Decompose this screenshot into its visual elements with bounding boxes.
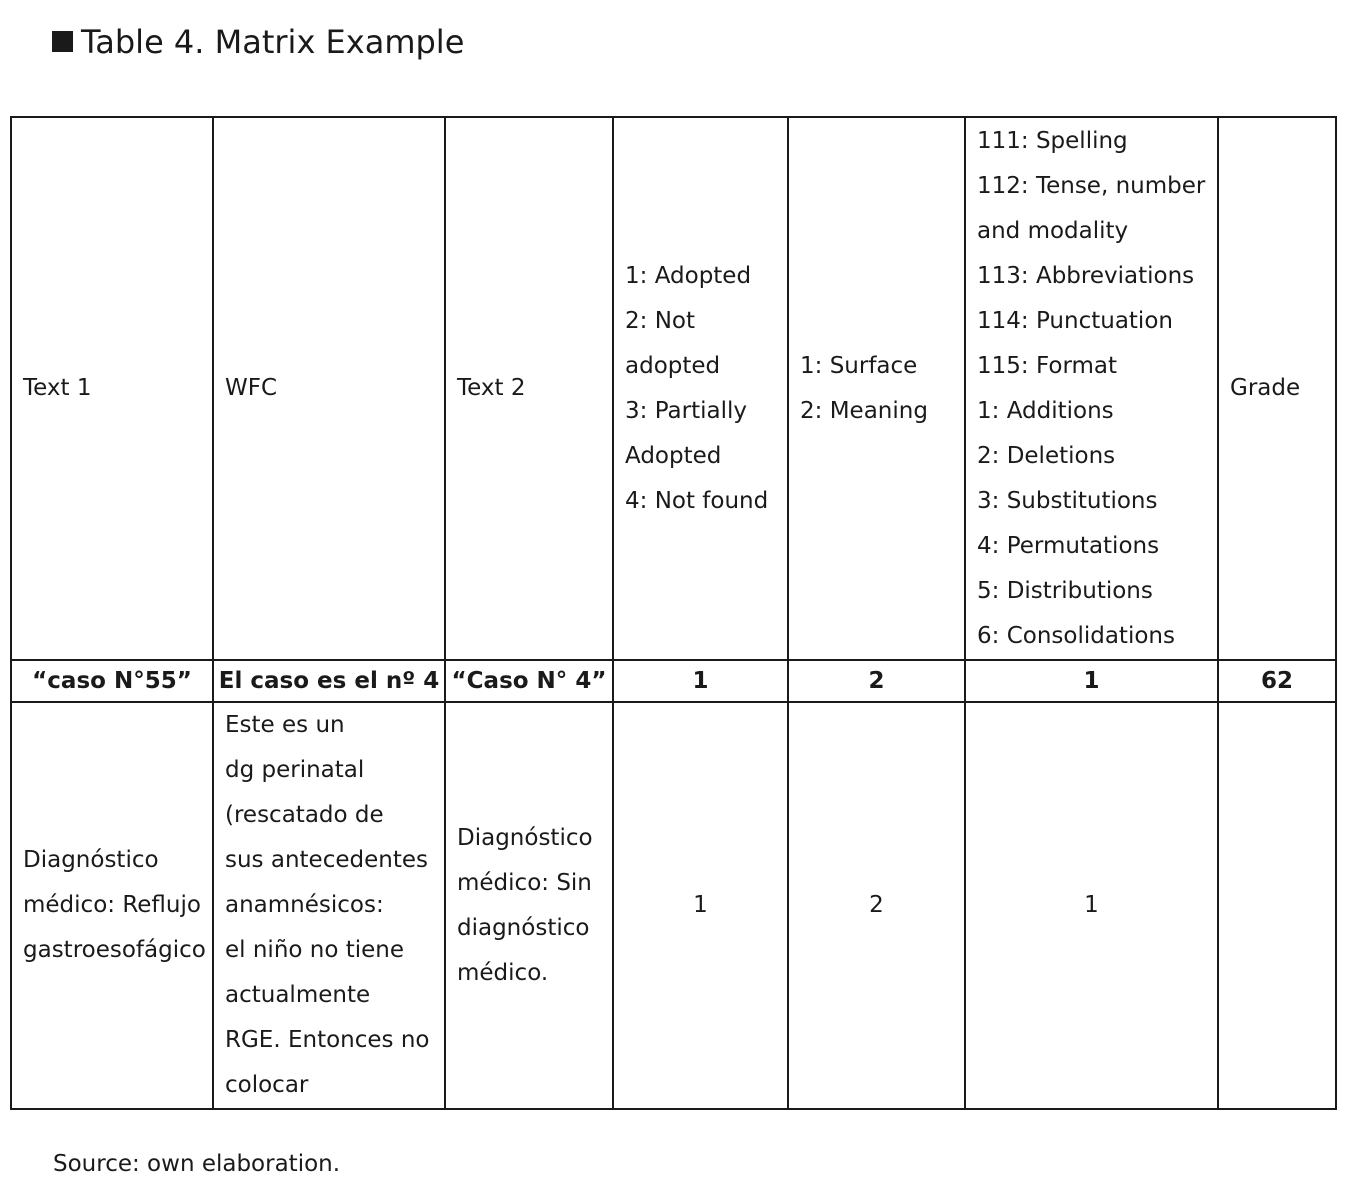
header-wfc-cell: [213, 117, 445, 660]
row-grade: [1218, 702, 1336, 1109]
row-text2-line: médico.: [457, 959, 549, 986]
adoption-line: 2: Not: [625, 307, 695, 334]
example-text1: “caso N°55”: [11, 660, 213, 702]
level-line: 1: Surface: [800, 352, 918, 379]
header-text1: Text 1: [23, 375, 92, 401]
header-text2-cell: [445, 117, 613, 660]
row-wfc-line: anamnésicos:: [225, 892, 384, 918]
data-row: [11, 702, 1336, 1109]
row-adoption: 1: [613, 702, 788, 1109]
row-wfc-line: colocar: [225, 1072, 309, 1098]
code-line: 114: Punctuation: [977, 307, 1173, 334]
row-text2-line: médico: Sin: [457, 869, 592, 896]
adoption-line: 3: Partially: [625, 397, 747, 424]
code-line: 2: Deletions: [977, 442, 1116, 469]
adoption-line: Adopted: [625, 442, 722, 469]
adoption-line: 1: Adopted: [625, 262, 752, 289]
row-code: 1: [965, 702, 1218, 1109]
header-level-cell: [788, 117, 965, 660]
header-text2: Text 2: [457, 375, 526, 401]
example-text2: “Caso N° 4”: [445, 660, 613, 702]
example-level: 2: [788, 660, 965, 702]
row-wfc-line: el niño no tiene: [225, 937, 405, 963]
code-line: and modality: [977, 217, 1129, 244]
level-line: 2: Meaning: [800, 397, 928, 424]
adoption-line: adopted: [625, 352, 721, 379]
row-level: 2: [788, 702, 965, 1109]
example-adoption: 1: [613, 660, 788, 702]
example-grade: 62: [1218, 660, 1336, 702]
row-text2-line: Diagnóstico: [457, 824, 593, 851]
code-line: 115: Format: [977, 352, 1118, 379]
header-row: [11, 117, 1336, 660]
header-grade-cell: [1218, 117, 1336, 660]
row-wfc-line: Este es un: [225, 712, 345, 738]
code-line: 3: Substitutions: [977, 487, 1158, 514]
square-bullet-icon: [52, 31, 73, 52]
row-wfc-line: dg perinatal: [225, 757, 365, 783]
row-wfc-line: RGE. Entonces no: [225, 1027, 430, 1053]
header-wfc: WFC: [225, 375, 278, 401]
header-adoption-cell: [613, 117, 788, 660]
code-line: 6: Consolidations: [977, 622, 1175, 649]
code-line: 5: Distributions: [977, 577, 1153, 604]
table-title-text: Table 4. Matrix Example: [81, 23, 465, 61]
example-wfc: El caso es el nº 4: [213, 660, 445, 702]
row-text1-line: médico: Reflujo: [23, 892, 201, 918]
row-text2-line: diagnóstico: [457, 914, 590, 941]
code-line: 1: Additions: [977, 397, 1114, 424]
row-wfc-cell: [213, 702, 445, 1109]
header-text1-cell: [11, 117, 213, 660]
example-code: 1: [965, 660, 1218, 702]
row-text2-cell: [445, 702, 613, 1109]
source-note: Source: own elaboration.: [53, 1151, 341, 1177]
header-codes-cell: [965, 117, 1218, 660]
row-text1-line: Diagnóstico: [23, 847, 159, 873]
row-wfc-line: actualmente: [225, 982, 371, 1008]
row-text1-line: gastroesofágico: [23, 937, 206, 963]
matrix-table: [10, 116, 1337, 1110]
code-line: 111: Spelling: [977, 127, 1128, 154]
header-grade: Grade: [1230, 375, 1301, 401]
row-wfc-line: (rescatado de: [225, 802, 384, 828]
row-wfc-line: sus antecedentes: [225, 847, 428, 873]
table-title: [52, 22, 464, 62]
code-line: 113: Abbreviations: [977, 262, 1195, 289]
row-text1-cell: [11, 702, 213, 1109]
code-line: 112: Tense, number: [977, 172, 1206, 199]
example-row: [11, 660, 1336, 702]
code-line: 4: Permutations: [977, 532, 1160, 559]
adoption-line: 4: Not found: [625, 487, 769, 514]
